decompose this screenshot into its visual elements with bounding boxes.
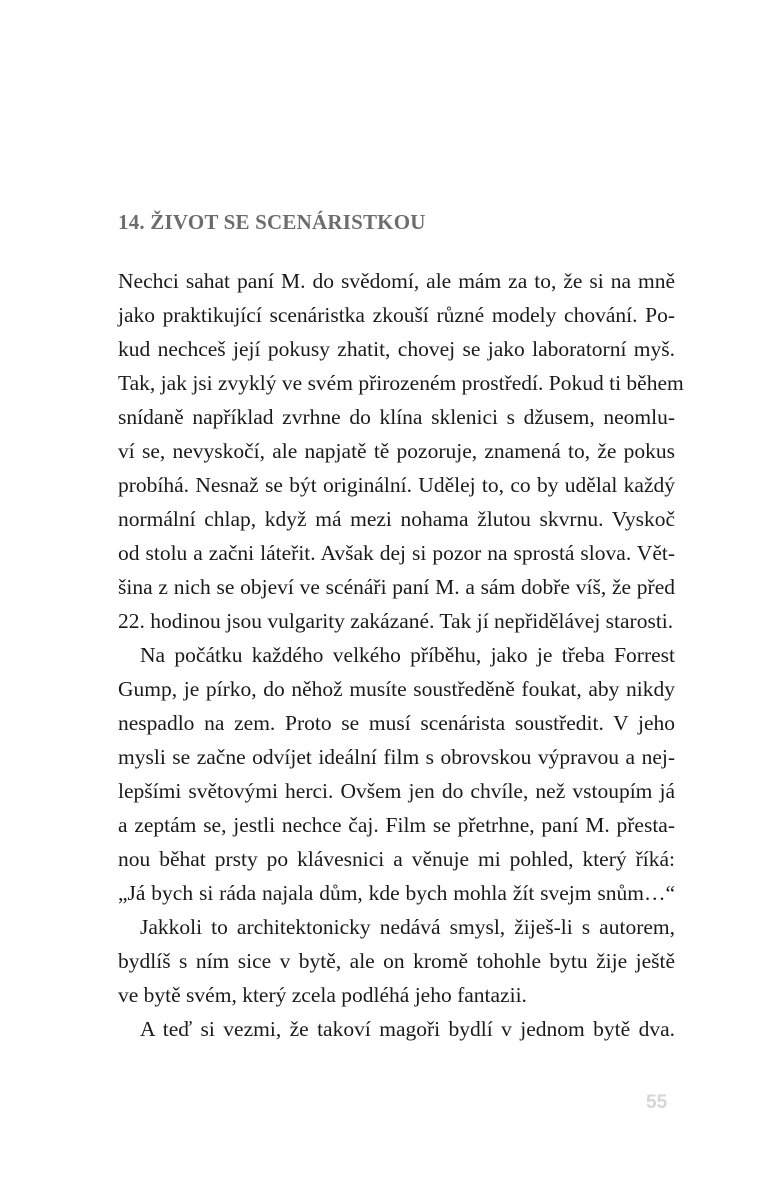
text-line: nou běhat prsty po klávesnici a věnuje mi pohled, který říká: bbox=[118, 847, 675, 871]
text-line: šina z nich se objeví ve scénáři paní M. a sám dobře víš, že před bbox=[118, 575, 675, 599]
text-line: snídaně například zvrhne do klína sklenici s džusem, neomlu- bbox=[118, 405, 675, 429]
text-line: A teď si vezmi, že takoví magoři bydlí v jednom bytě dva. bbox=[140, 1017, 675, 1041]
text-line: Tak, jak jsi zvyklý ve svém přirozeném prostředí. Pokud ti během bbox=[118, 371, 684, 395]
text-line: normální chlap, když má mezi nohama žlutou skvrnu. Vyskoč bbox=[118, 507, 675, 531]
text-line: jako praktikující scenáristka zkouší různé modely chování. Po- bbox=[118, 303, 675, 327]
paragraph-1 bbox=[118, 264, 684, 638]
text-line: ve bytě svém, který zcela podléhá jeho fantazii. bbox=[118, 983, 527, 1007]
text-line: ví se, nevyskočí, ale napjatě tě pozoruje, znamená to, že pokus bbox=[118, 439, 675, 463]
paragraph-3 bbox=[118, 910, 675, 1012]
text-line: „Já bych si ráda najala dům, kde bych mohla žít svejm snům…“ bbox=[118, 881, 675, 905]
text-line: Gump, je pírko, do něhož musíte soustředěně foukat, aby nikdy bbox=[118, 677, 675, 701]
text-line: a zeptám se, jestli nechce čaj. Film se přetrhne, paní M. přesta- bbox=[118, 813, 675, 837]
chapter-title: 14. ŽIVOT SE SCENÁRISTKOU bbox=[118, 210, 426, 234]
text-line: 22. hodinou jsou vulgarity zakázané. Tak jí nepřidělávej starosti. bbox=[118, 609, 674, 633]
text-line: nespadlo na zem. Proto se musí scenárista soustředit. V jeho bbox=[118, 711, 675, 735]
page-number: 55 bbox=[646, 1092, 668, 1113]
text-line: Nechci sahat paní M. do svědomí, ale mám za to, že si na mně bbox=[118, 269, 675, 293]
text-line: lepšími světovými herci. Ovšem jen do chvíle, než vstoupím já bbox=[118, 779, 675, 803]
paragraph-2 bbox=[118, 638, 675, 910]
body-text bbox=[118, 264, 684, 1046]
text-line: mysli se začne odvíjet ideální film s obrovskou výpravou a nej- bbox=[118, 745, 675, 769]
paragraph-4 bbox=[118, 1012, 675, 1046]
text-line: kud nechceš její pokusy zhatit, chovej se jako laboratorní myš. bbox=[118, 337, 675, 361]
text-line: Jakkoli to architektonicky nedává smysl, žiješ-li s autorem, bbox=[140, 915, 675, 939]
text-line: bydlíš s ním sice v bytě, ale on kromě tohohle bytu žije ještě bbox=[118, 949, 675, 973]
text-line: Na počátku každého velkého příběhu, jako je třeba Forrest bbox=[140, 643, 675, 667]
text-line: od stolu a začni láteřit. Avšak dej si pozor na sprostá slova. Vět- bbox=[118, 541, 675, 565]
text-line: probíhá. Nesnaž se být originální. Udělej to, co by udělal každý bbox=[118, 473, 675, 497]
